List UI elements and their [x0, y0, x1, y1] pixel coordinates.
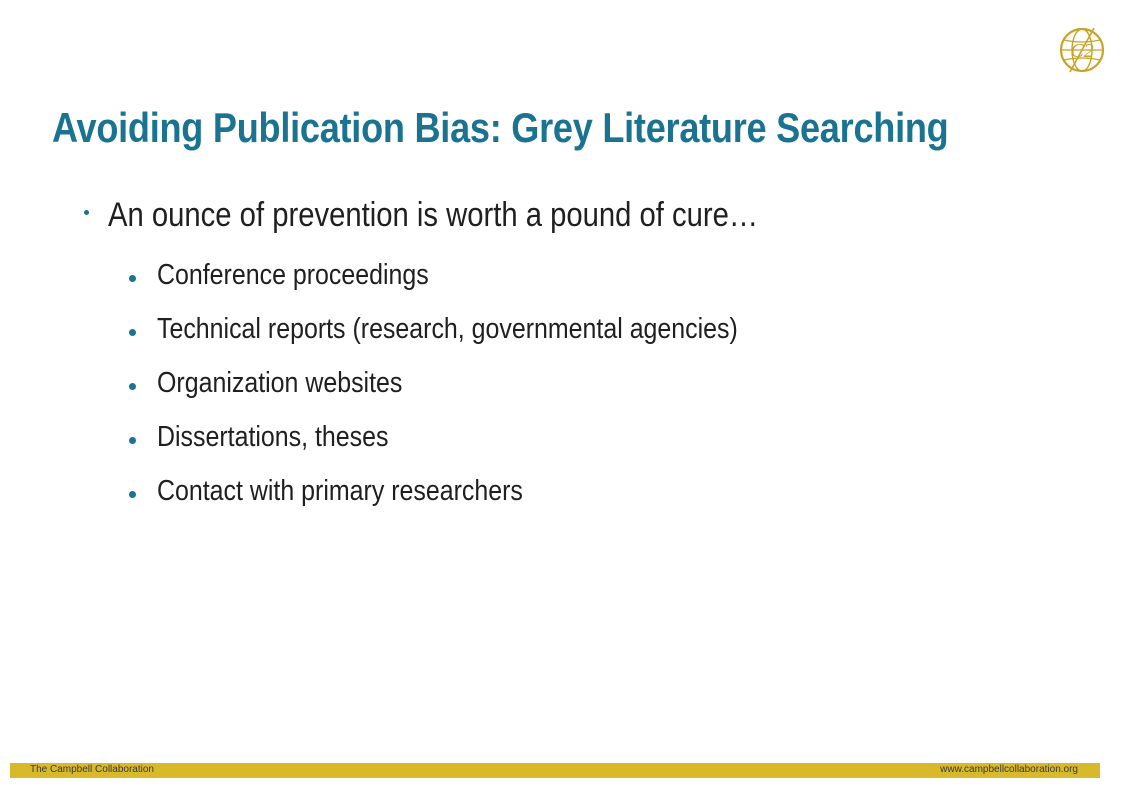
- bullet-dot-icon: [129, 329, 136, 336]
- main-bullet: An ounce of prevention is worth a pound of cure…: [108, 196, 759, 234]
- bullet-dot-icon: [129, 437, 136, 444]
- logo-text: C2: [1070, 40, 1094, 62]
- sub-bullet: Dissertations, theses: [157, 421, 389, 453]
- bullet-dot-icon: [129, 275, 136, 282]
- footer-website-link[interactable]: www.campbellcollaboration.org: [940, 764, 1078, 775]
- bullet-dot-icon: [129, 491, 136, 498]
- bullet-dot-icon: [129, 383, 136, 390]
- sub-bullet: Technical reports (research, governmental agencies): [157, 313, 738, 345]
- campbell-globe-logo-icon: [1056, 24, 1108, 76]
- bullet-dot-icon: [84, 210, 89, 215]
- sub-bullet: Organization websites: [157, 367, 403, 399]
- sub-bullet: Conference proceedings: [157, 259, 429, 291]
- sub-bullet: Contact with primary researchers: [157, 475, 523, 507]
- footer-bar: [10, 763, 1100, 778]
- footer-organization: The Campbell Collaboration: [30, 764, 154, 775]
- slide-title: Avoiding Publication Bias: Grey Literature Searching: [52, 104, 949, 151]
